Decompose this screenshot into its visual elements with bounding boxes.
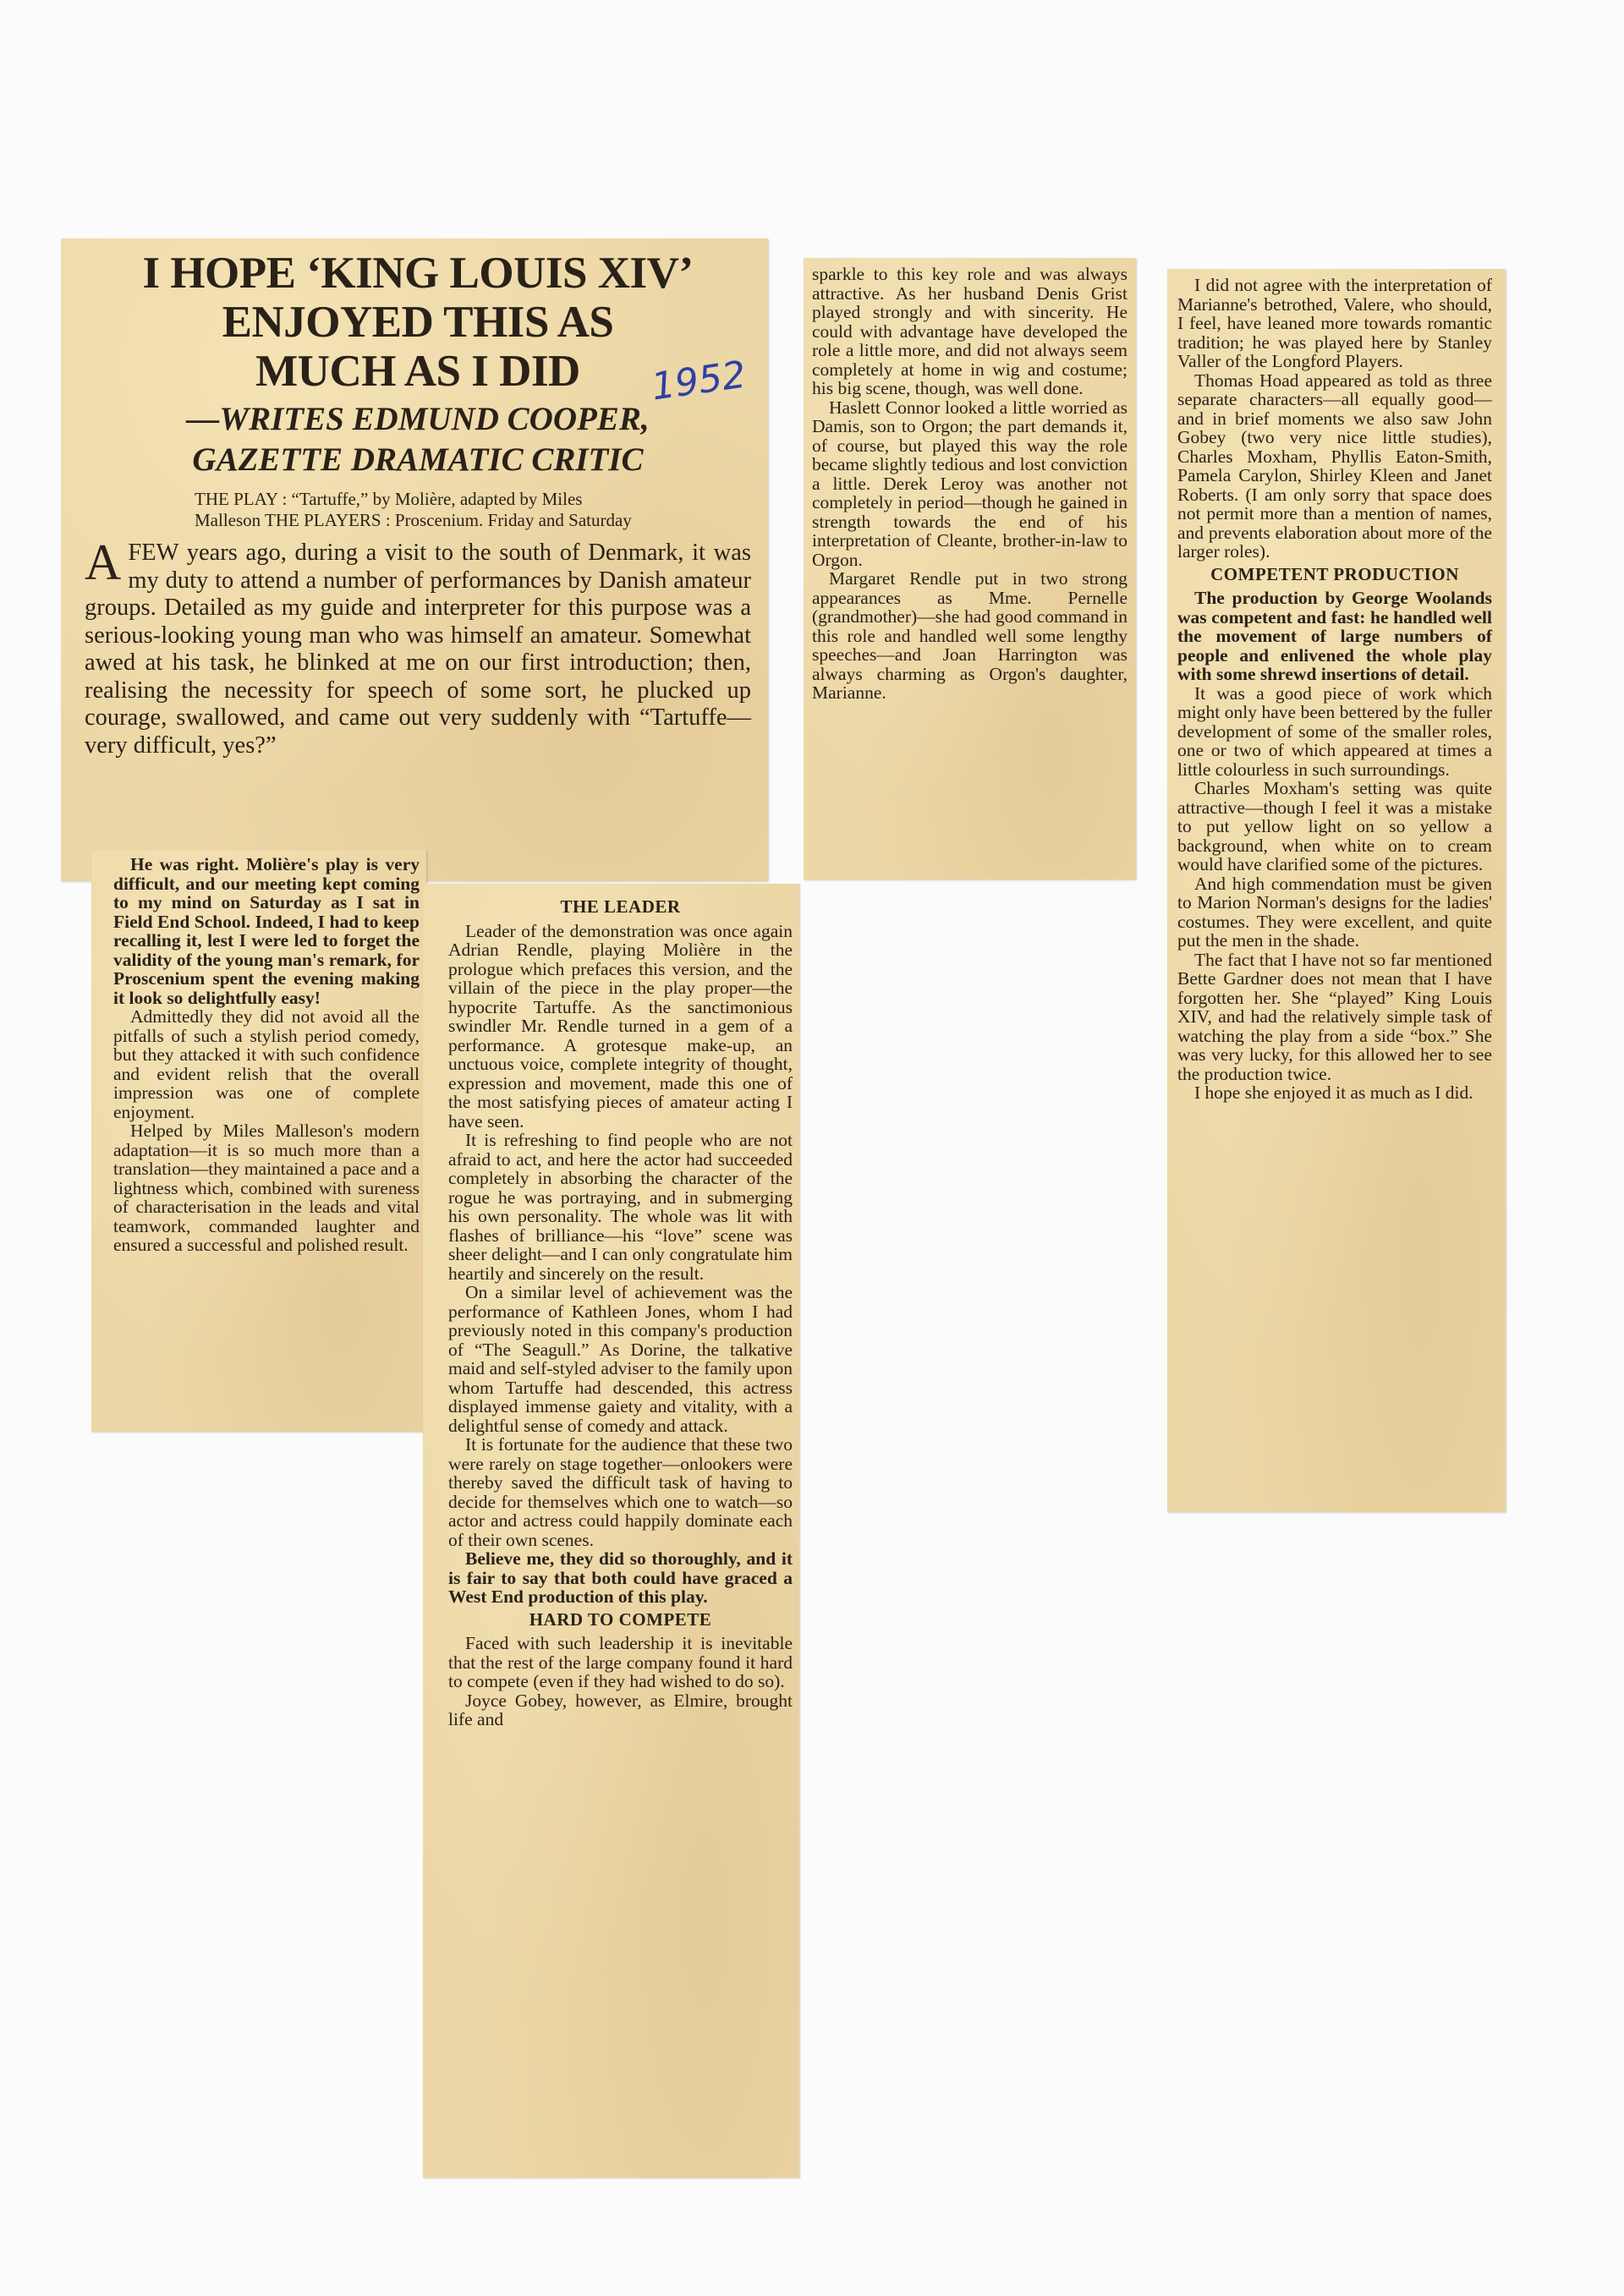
lede-text: FEW years ago, during a visit to the south of Denmark, it was my duty to attend a number of performances by Danish amateur groups. Detailed as my guide and interpreter for this purpose was a serious-looking young man who was himself an amateur. Somewhat awed at his task, he blinked at me on our first introduction; then, realising the necessity for speech of some sort, he plucked up courage, swallowed, and came out very suddenly with “Tartuffe—very difficult, yes?” [85,540,751,759]
column-paragraph: I hope she enjoyed it as much as I did. [1194,1082,1473,1103]
byline-line: GAZETTE DRAMATIC CRITIC [192,441,644,478]
column-paragraph: Thomas Hoad appeared as told as three separate characters—all equally good—and in brief moments we also saw John Gobey (two very nice little studies), Charles Moxham, Phyllis Eaton-Smith, Pamela Carylon, Shirley Kleen and Janet Roberts. (I am only sorry that space does not permit more than a mention of names, and prevents elaboration about more of the larger roles). [1177,370,1492,562]
column-paragraph: Joyce Gobey, however, as Elmire, brought life and [448,1690,793,1729]
column-paragraph: And high commendation must be given to Marion Norman's designs for the ladies' costumes. They were excellent, and quite put the men in the shade. [1177,873,1492,951]
top-right-column-clipping [804,258,1136,879]
column-paragraph: Charles Moxham's setting was quite attractive—though I feel it was a mistake to put yellow light on so yellow a background, when white on to cream would have clarified some of the pictures. [1177,778,1492,874]
column-paragraph: I did not agree with the interpretation of Marianne's betrothed, Valere, who should, I feel, have leaned more towards romantic tradition; he was played here by Stanley Valler of the Longford Players. [1177,275,1492,371]
subheading-competent-production: COMPETENT PRODUCTION [1210,563,1459,584]
column-paragraph: Admittedly they did not avoid all the pitfalls of such a stylish period comedy, but they attacked it with such confidence and evident relish that the overall impression was one of complete enjoyment. [113,1006,420,1122]
column-paragraph: Haslett Connor looked a little worried as Damis, son to Orgon; the part demands it, of course, but played this way the role became slightly tedious and lost conviction a little. Derek Leroy was another not completely in period—though he gained in strength towards the end of his interpretation of Cleante, brother-in-law to Orgon. [812,397,1127,570]
drop-cap: A [85,534,122,590]
column-paragraph: The fact that I have not so far mentioned Bette Gardner does not mean that I have forgotten her. She “played” King Louis XIV, and had the relatively simple task of watching the play from a side “box.” She was very lucky, for this allowed her to see the production twice. [1177,949,1492,1084]
right-column-clipping [1167,269,1506,1512]
column-paragraph: On a similar level of achievement was the performance of Kathleen Jones, whom I had previously noted in this company's production of “The Seagull.” As Dorine, the talkative maid and self-styled adviser to the family upon whom Tartuffe had descended, this actress displayed immense gaiety and vitality, with a delightful sense of comedy and attack. [448,1282,793,1436]
subheading-the-leader: THE LEADER [560,896,681,917]
play-info: THE PLAY : “Tartuffe,” by Molière, adapted by Miles Malleson THE PLAYERS : Proscenium. Friday and Saturday [195,489,632,530]
column-paragraph: Leader of the demonstration was once again Adrian Rendle, playing Molière in the prologue which prefaces this version, and the villain of the piece in the play proper—the hypocrite Tartuffe. As the sanctimonious swindler Mr. Rendle turned in a gem of a performance. A grotesque make-up, an unctuous voice, complete integrity of thought, expression and movement, made this one of the most satisfying pieces of amateur acting I have seen. [448,920,793,1132]
column-paragraph: It is refreshing to find people who are not afraid to act, and here the actor had succeeded completely in absorbing the character of the rogue he was portraying, and in submerging his own personality. The whole was lit with flashes of brilliance—his “love” scene was sheer delight—and I can only congratulate him heartily and sincerely on the result. [448,1130,793,1284]
lede-paragraph [85,534,751,759]
subheading-hard-to-compete: HARD TO COMPETE [529,1608,712,1630]
headline-line: MUCH AS I DID [255,347,580,396]
byline-line: —WRITES EDMUND COOPER, [186,401,650,437]
column-paragraph: Faced with such leadership it is inevitable that the rest of the large company found it hard to compete (even if they had wished to do so). [448,1633,793,1691]
column-paragraph: Helped by Miles Malleson's modern adaptation—it is so much more than a translation—they maintained a pace and a lightness which, combined with sureness of characterisation in the leads and vital teamwork, commanded laughter and ensured a successful and polished result. [113,1121,420,1255]
handwritten-year: 1952 [648,353,749,409]
column-paragraph: It is fortunate for the audience that these two were rarely on stage together—onlookers were thereby saved the difficult task of having to decide for themselves which one to watch—so actor and actress could happily dominate each of their own scenes. [448,1434,793,1550]
middle-column-clipping [423,884,799,2178]
headline-clipping [61,238,768,881]
article-byline [85,399,751,480]
bold-paragraph: Believe me, they did so thoroughly, and it is fair to say that both could have graced a West End production of this play. [448,1548,793,1607]
bold-paragraph: The production by George Woolands was competent and fast: he handled well the movement of large numbers of people and enlivened the whole play with some shrewd insertions of detail. [1177,588,1492,684]
column-paragraph: He was right. Molière's play is very difficult, and our meeting kept coming to my mind on Saturday as I sat in Field End School. Indeed, I had to keep recalling it, lest I were led to forget the validity of the young man's remark, for Proscenium spent the evening making it look so delightfully easy! [113,854,420,1008]
column-paragraph: Margaret Rendle put in two strong appearances as Mme. Pernelle (grandmother)—she had good command in this role and handled well some lengthy speeches—and Joan Harrington was always charming as Orgon's daughter, Marianne. [812,568,1127,703]
left-column-clipping [91,850,426,1432]
column-paragraph: sparkle to this key role and was always attractive. As her husband Denis Grist played strongly and with sincerity. He could with advantage have developed the role a little more, and did not always seem completely at home in wig and costume; his big scene, though, was well done. [812,264,1127,398]
column-paragraph: It was a good piece of work which might only have been bettered by the fuller development of some of the smaller roles, one or two of which appeared at times a little colourless in such surroundings. [1177,682,1492,780]
headline-line: I HOPE ‘KING LOUIS XIV’ [142,249,694,298]
headline-line: ENJOYED THIS AS [222,298,614,347]
